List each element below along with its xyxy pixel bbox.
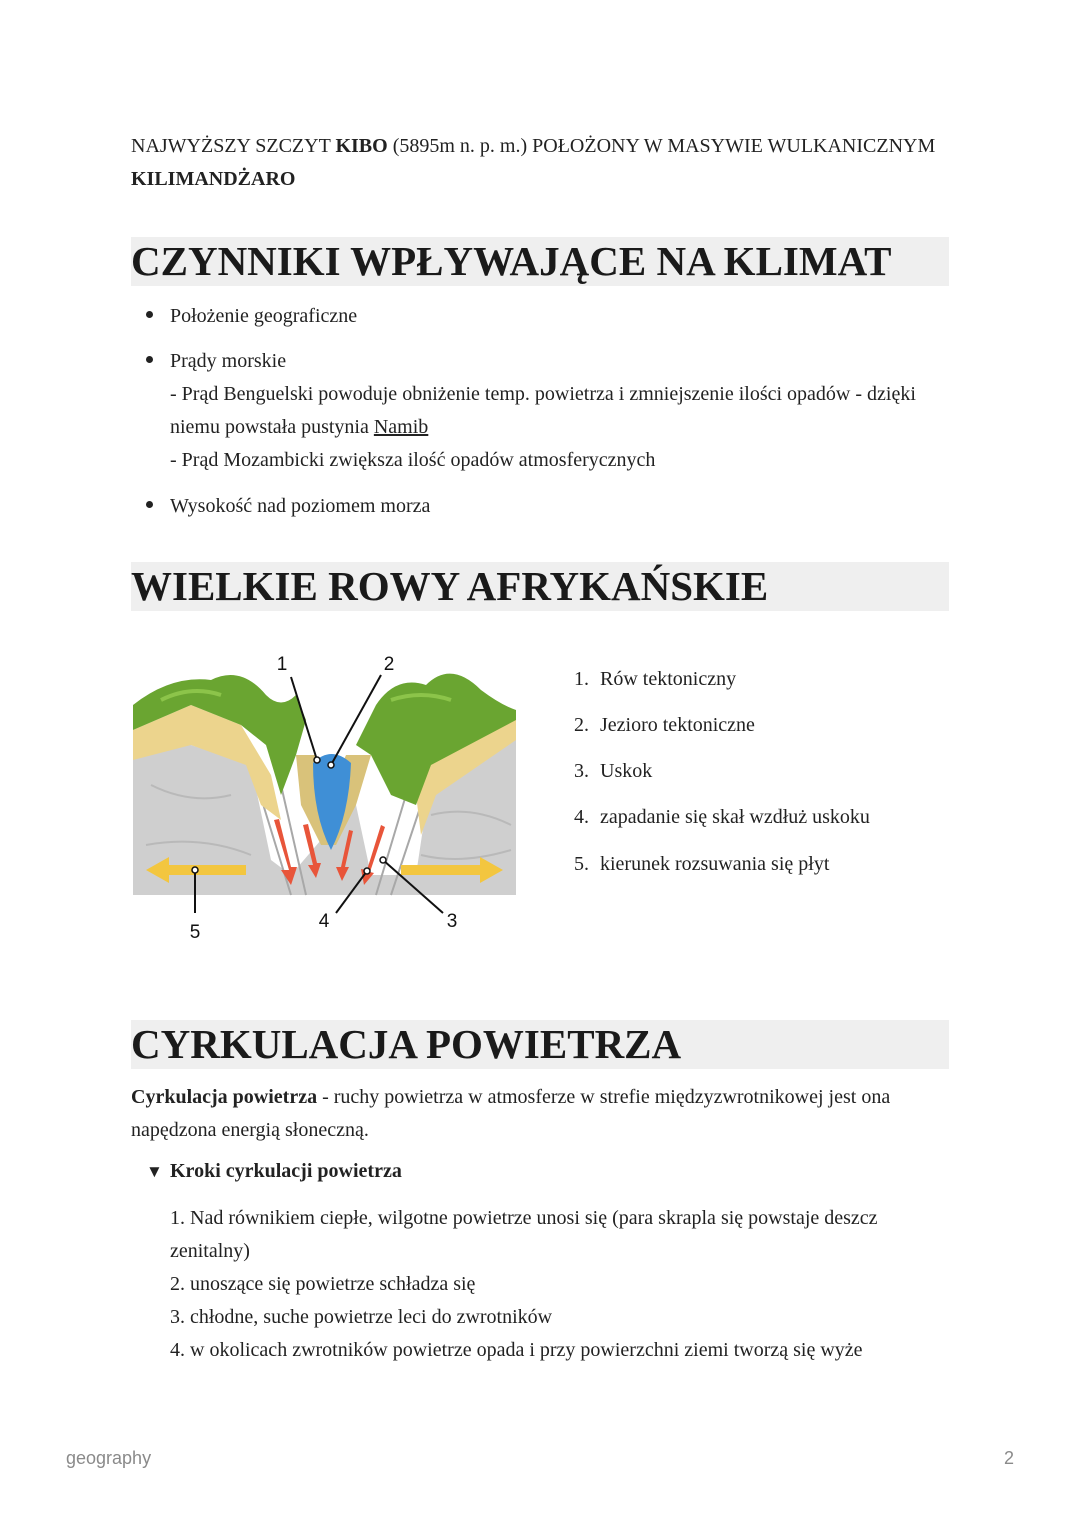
list-item bbox=[574, 714, 755, 737]
diagram-label: 4 bbox=[318, 911, 330, 932]
diagram-label: 3 bbox=[446, 911, 458, 932]
list-item-number: 1. bbox=[574, 668, 589, 690]
list-item-text: Położenie geograficzne bbox=[170, 305, 358, 327]
intro-text-1: NAJWYŻSZY SZCZYT bbox=[131, 135, 336, 157]
list-item: 4. w okolicach zwrotników powietrze opada i przy powierzchni ziemi tworzą się wyże bbox=[170, 1339, 863, 1361]
list-item-number: 2. bbox=[574, 714, 589, 736]
list-item: 3. chłodne, suche powietrze leci do zwrotników bbox=[170, 1306, 553, 1328]
toggle-label: Kroki cyrkulacji powietrza bbox=[170, 1160, 402, 1182]
namib-link[interactable]: Namib bbox=[373, 416, 429, 438]
heading-rift-valleys: WIELKIE ROWY AFRYKAŃSKIE bbox=[131, 562, 949, 611]
bullet-dot-icon bbox=[146, 356, 153, 363]
definition-text: - ruchy powietrza w atmosferze w strefie międzyzwrotnikowej jest ona napędzona energią słoneczną. bbox=[131, 1086, 891, 1141]
list-item: 1. Nad równikiem ciepłe, wilgotne powietrze unosi się (para skrapla się powstaje deszcz zenitalny) bbox=[170, 1207, 878, 1262]
list-item-text: Rów tektoniczny bbox=[600, 668, 737, 690]
list-item: 2. unoszące się powietrze schładza się bbox=[170, 1273, 476, 1295]
diagram-label: 5 bbox=[189, 922, 201, 943]
list-item-text: Prądy morskie bbox=[170, 350, 287, 372]
list-item bbox=[574, 853, 829, 876]
bullet-dot-icon bbox=[146, 501, 153, 508]
footer-subject-label: geography bbox=[66, 1448, 152, 1468]
triangle-down-icon: ▼ bbox=[146, 1162, 163, 1181]
circulation-steps-toggle[interactable] bbox=[146, 1160, 402, 1183]
list-item-number: 5. bbox=[574, 853, 589, 875]
page-number: 2 bbox=[1004, 1448, 1015, 1468]
circulation-definition bbox=[131, 1081, 951, 1147]
rift-valley-diagram bbox=[131, 645, 531, 945]
heading-climate-factors: CZYNNIKI WPŁYWAJĄCE NA KLIMAT bbox=[131, 237, 949, 286]
intro-text-2: (5895m n. p. m.) POŁOŻONY W MASYWIE WULKANICZNYM bbox=[387, 135, 936, 157]
sub-item-benguela-text: - Prąd Benguelski powoduje obniżenie temp. powietrza i zmniejszenie ilości opadów - dzięki niemu powstała pustynia bbox=[170, 383, 916, 438]
sub-item-benguela bbox=[170, 378, 950, 444]
intro-paragraph bbox=[131, 130, 951, 196]
circulation-steps-list bbox=[170, 1202, 950, 1367]
sub-item-mozambique: - Prąd Mozambicki zwiększa ilość opadów atmosferycznych bbox=[170, 449, 656, 471]
diagram-label: 1 bbox=[276, 654, 288, 675]
list-item-text: Wysokość nad poziomem morza bbox=[170, 495, 431, 517]
heading-air-circulation: CYRKULACJA POWIETRZA bbox=[131, 1020, 949, 1069]
list-item-text: Jezioro tektoniczne bbox=[600, 714, 755, 736]
list-item-text: zapadanie się skał wzdłuż uskoku bbox=[600, 806, 870, 828]
list-item-text: kierunek rozsuwania się płyt bbox=[600, 853, 830, 875]
list-item bbox=[574, 668, 736, 691]
intro-bold-kilimanjaro: KILIMANDŻARO bbox=[131, 168, 296, 190]
definition-term: Cyrkulacja powietrza bbox=[131, 1086, 318, 1108]
list-item-text: Uskok bbox=[600, 760, 653, 782]
list-item-number: 4. bbox=[574, 806, 589, 828]
list-item bbox=[574, 806, 870, 829]
bullet-dot-icon bbox=[146, 311, 153, 318]
diagram-label: 2 bbox=[383, 654, 395, 675]
list-item-number: 3. bbox=[574, 760, 589, 782]
intro-bold-kibo: KIBO bbox=[335, 135, 388, 157]
list-item bbox=[574, 760, 652, 783]
